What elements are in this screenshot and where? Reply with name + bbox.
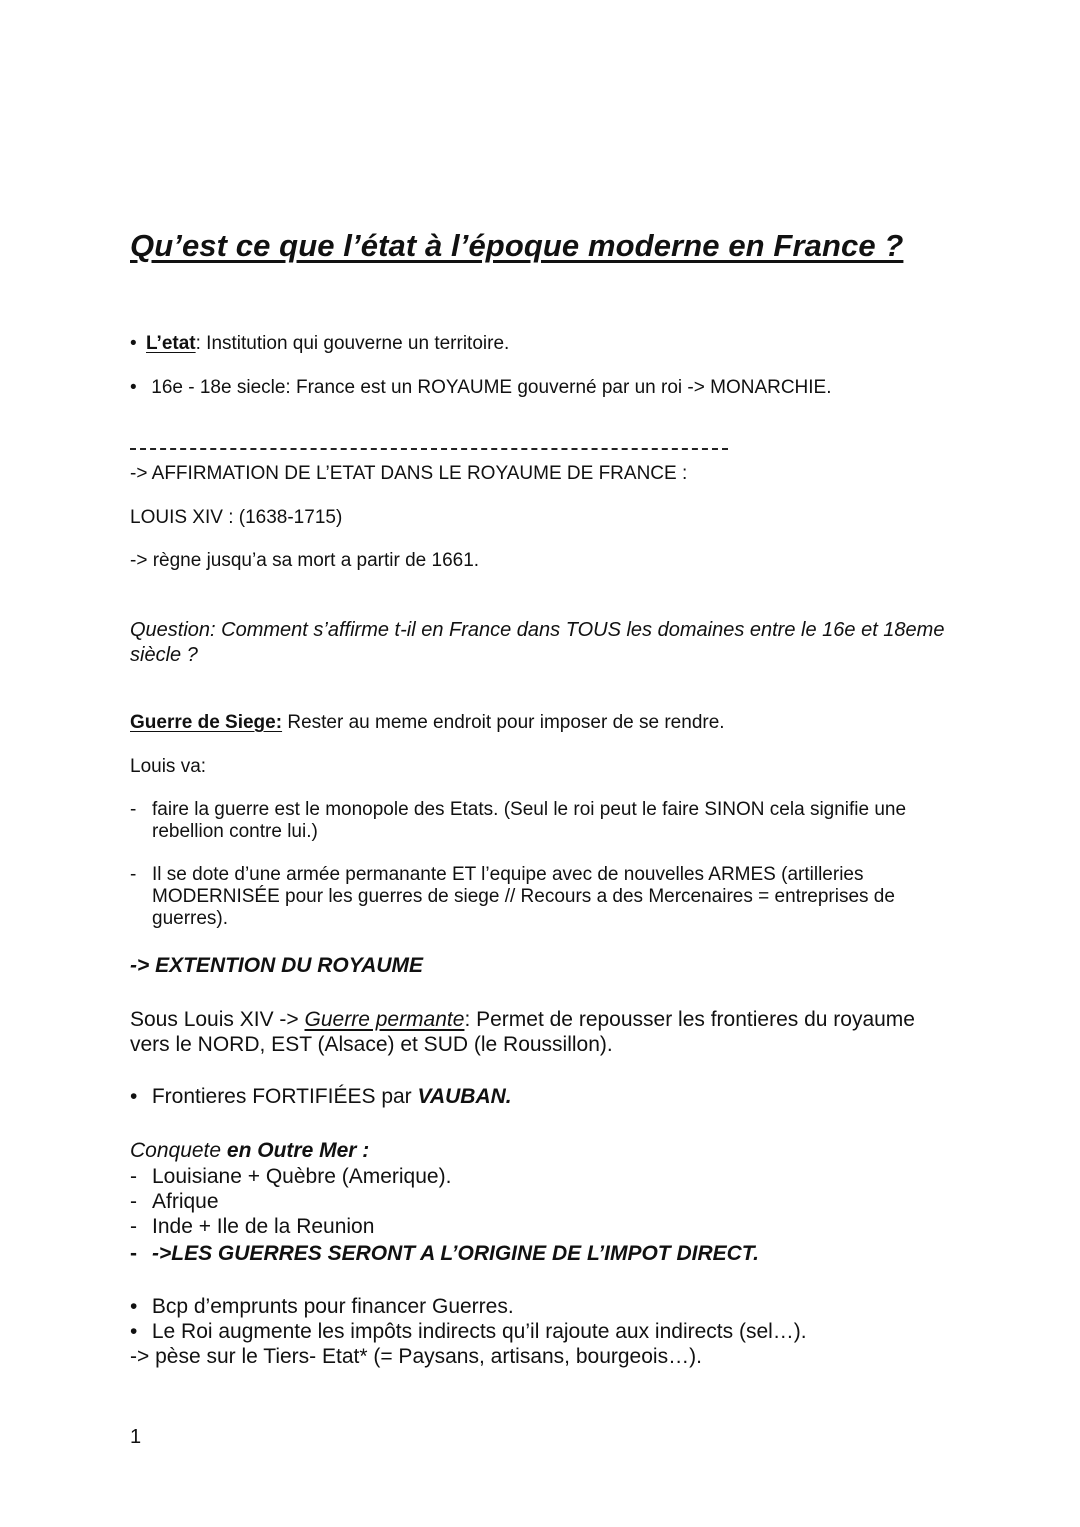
dashed-separator <box>130 448 728 450</box>
bullet-icon: • <box>130 1295 138 1318</box>
list-item <box>130 1189 219 1214</box>
term-permanent-war: Guerre permante <box>304 1008 465 1031</box>
permanent-war-text: : Permet de repousser les frontieres du royaume vers le NORD, EST (Alsace) et SUD (le Roussillon). <box>130 1008 915 1056</box>
finance-text: Bcp d’emprunts pour financer Guerres. <box>146 1295 514 1318</box>
finance-line <box>130 1294 514 1319</box>
overseas-heading <box>130 1139 369 1163</box>
list-item <box>130 1241 759 1266</box>
louis-name: LOUIS XIV : (1638-1715) <box>130 507 343 528</box>
finance-line <box>130 1319 807 1344</box>
bullet-icon: • <box>130 1085 138 1108</box>
definition-etat <box>130 333 509 355</box>
action-text: Il se dote d’une armée permanante ET l’equipe avec de nouvelles ARMES (artilleries MODERNISÉE pour les guerres de siege // Recours a des Mercenaires = entreprises de guerres). <box>152 864 895 929</box>
dash-icon: - <box>130 799 137 820</box>
monarchy-text: 16e - 18e siecle: France est un ROYAUME gouverné par un roi -> MONARCHIE. <box>146 377 832 398</box>
dash-icon: - <box>130 864 137 885</box>
page-title: Qu’est ce que l’état à l’époque moderne en France ? <box>130 228 904 263</box>
term-etat: L’etat <box>146 333 196 354</box>
extension-heading: -> EXTENTION DU ROYAUME <box>130 954 424 977</box>
bullet-icon: • <box>130 1320 138 1343</box>
bullet-icon: • <box>130 377 137 398</box>
action-text: faire la guerre est le monopole des Etats. (Seul le roi peut le faire SINON cela signifie une rebellion contre lui.) <box>152 799 907 842</box>
tiers-etat: -> pèse sur le Tiers- Etat* (= Paysans, artisans, bourgeois…). <box>130 1345 702 1368</box>
overseas-item: Louisiane + Quèbre (Amerique). <box>152 1165 452 1188</box>
vauban: VAUBAN. <box>417 1085 512 1108</box>
definition-text: : Institution qui gouverne un territoire. <box>195 333 510 354</box>
list-item <box>130 864 950 930</box>
fortified-line <box>130 1085 512 1109</box>
dash-icon: - <box>130 1242 137 1265</box>
fortified-text: Frontieres FORTIFIÉES par <box>146 1085 418 1108</box>
dash-icon: - <box>130 1165 137 1188</box>
finance-text: Le Roi augmente les impôts indirects qu’il rajoute aux indirects (sel…). <box>146 1320 807 1343</box>
dash-icon: - <box>130 1215 137 1238</box>
list-item <box>130 1214 374 1239</box>
permanent-war-prefix: Sous Louis XIV -> <box>130 1008 305 1031</box>
question: Question: Comment s’affirme t-il en France dans TOUS les domaines entre le 16e et 18eme siècle ? <box>130 619 945 666</box>
siege-definition <box>130 712 725 734</box>
term-siege: Guerre de Siege: <box>130 712 283 733</box>
list-item <box>130 799 950 843</box>
list-item <box>130 1164 451 1189</box>
permanent-war <box>130 1007 960 1057</box>
louis-reign: -> règne jusqu’a sa mort a partir de 1661. <box>130 550 480 571</box>
page-number: 1 <box>130 1426 142 1448</box>
dash-icon: - <box>130 1190 137 1213</box>
siege-text: Rester au meme endroit pour imposer de se rendre. <box>282 712 725 733</box>
overseas-item: Afrique <box>152 1190 219 1213</box>
bullet-icon: • <box>130 333 137 354</box>
overseas-prefix: Conquete <box>130 1139 227 1162</box>
monarchy-line <box>130 377 832 399</box>
louis-va: Louis va: <box>130 756 207 777</box>
overseas-conclusion: ->LES GUERRES SERONT A L’ORIGINE DE L’IMPOT DIRECT. <box>152 1242 759 1265</box>
overseas-bold: en Outre Mer : <box>226 1139 370 1162</box>
overseas-item: Inde + Ile de la Reunion <box>152 1215 375 1238</box>
section-heading: -> AFFIRMATION DE L’ETAT DANS LE ROYAUME DE FRANCE : <box>130 463 688 484</box>
